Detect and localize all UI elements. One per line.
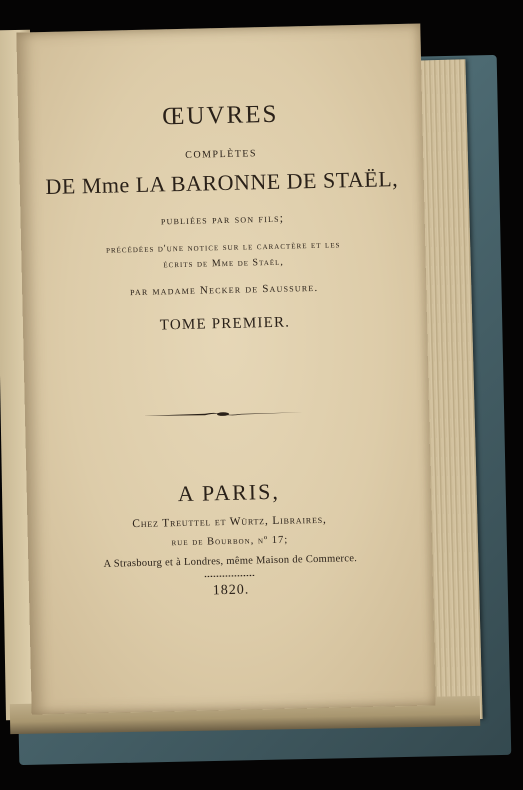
subtitle-necker: par madame Necker de Saussure.: [129, 281, 319, 299]
title-oeuvres: ŒUVRES: [161, 100, 279, 131]
ornamental-rule: [143, 408, 303, 420]
dotted-ornament: [205, 573, 255, 578]
imprint-publisher: Chez Treuttel et Würtz, Libraires,: [132, 513, 327, 531]
imprint-city: A PARIS,: [177, 478, 281, 507]
imprint-year: 1820.: [212, 582, 250, 599]
imprint-address: rue de Bourbon, nº 17;: [171, 534, 289, 549]
title-page: [16, 24, 435, 715]
title-author: DE Mme LA BARONNE DE STAËL,: [45, 166, 399, 200]
imprint-branches: A Strasbourg et à Londres, même Maison de Commerce.: [103, 553, 358, 570]
volume-label: TOME PREMIER.: [159, 314, 291, 334]
title-completes: complètes: [185, 145, 258, 162]
subtitle-precedees: précédées d'une notice sur le caractère et les: [105, 239, 341, 256]
subtitle-publiees: publiées par son fils;: [160, 210, 285, 228]
subtitle-ecrits: écrits de Mme de Staël,: [163, 256, 284, 271]
